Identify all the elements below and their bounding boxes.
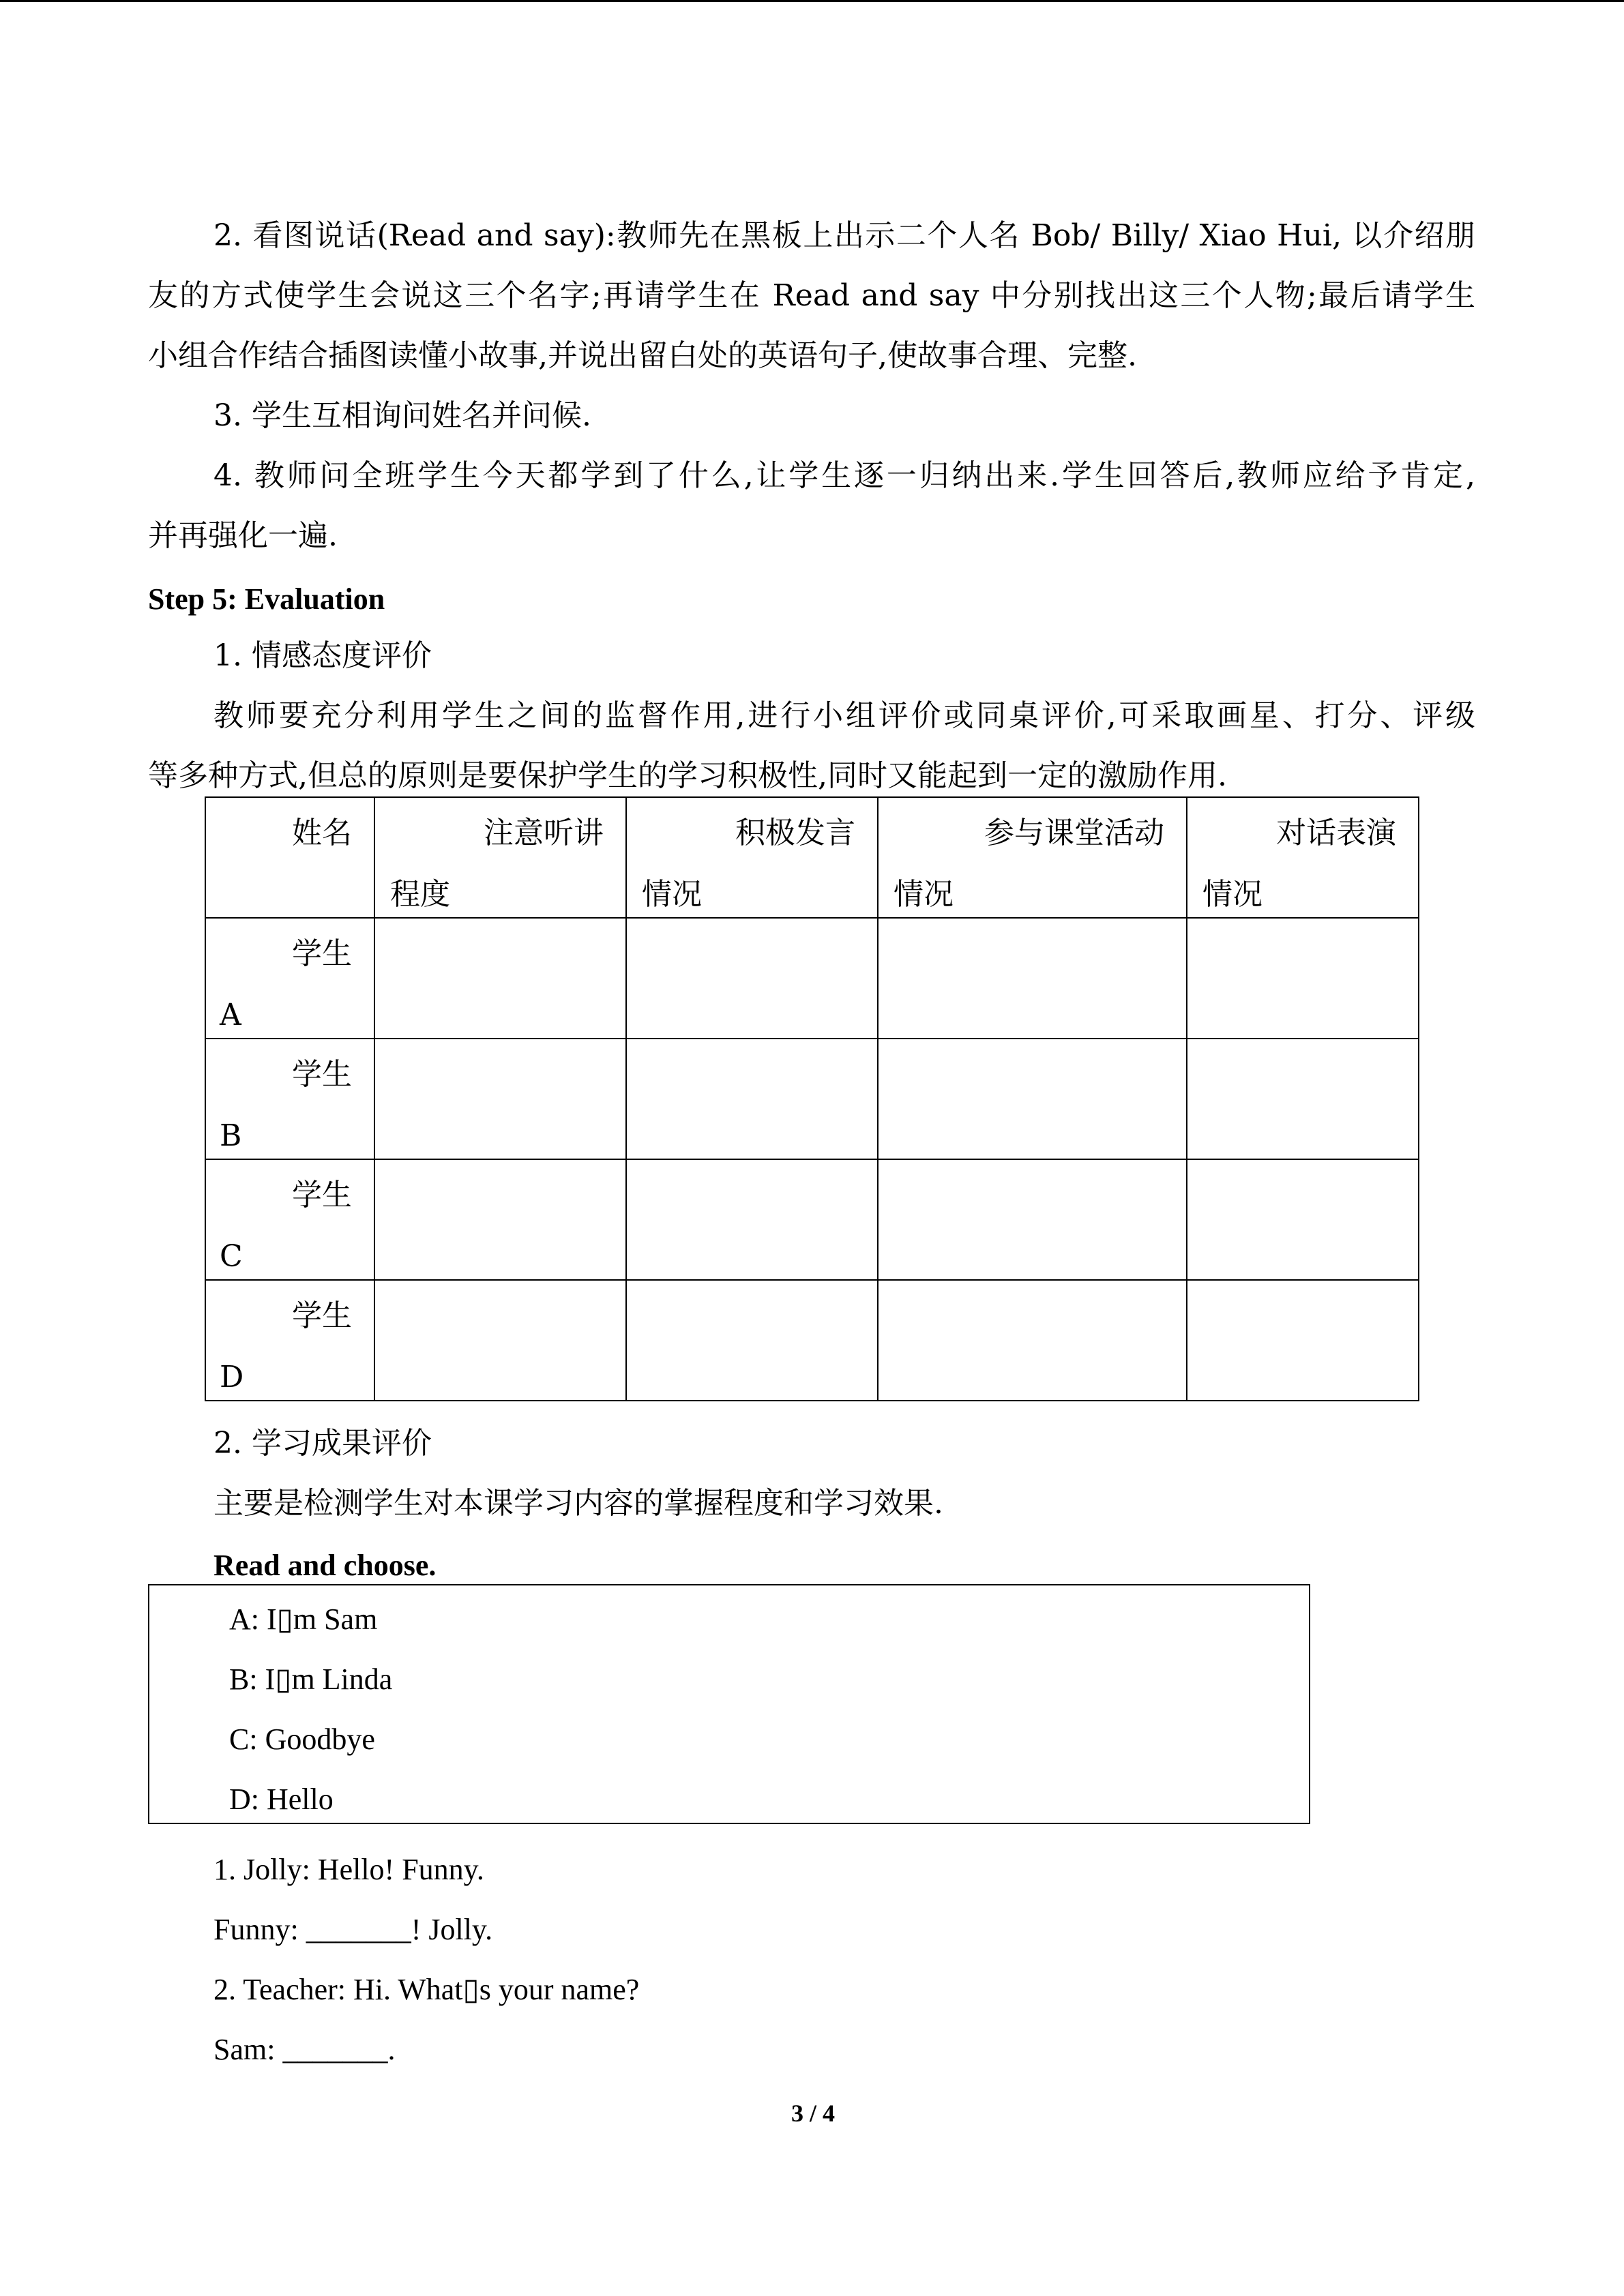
evaluation-table <box>205 796 1419 1401</box>
empty-cell <box>1187 918 1419 1039</box>
table-header-row <box>205 797 1419 918</box>
choice-a: A: I▯m Sam <box>229 1602 378 1636</box>
item4-line1: 4. 教师问全班学生今天都学到了什么,让学生逐一归纳出来.学生回答后,教师应给予肯定, <box>213 458 1475 493</box>
step5-heading: Step 5: Evaluation <box>148 582 385 616</box>
choice-d: D: Hello <box>229 1783 334 1816</box>
header-name-label: 姓名 <box>292 816 352 850</box>
student-name-cell <box>205 1039 374 1159</box>
student-label: 学生 <box>292 1178 352 1212</box>
table-header-cell <box>205 797 374 918</box>
table-row <box>205 1280 1419 1401</box>
empty-cell <box>878 1039 1187 1159</box>
empty-cell <box>374 1039 626 1159</box>
table-row <box>205 1039 1419 1159</box>
item2-line2: 友的方式使学生会说这三个名字;再请学生在 Read and say 中分别找出这三个人物;最后请学生 <box>148 278 1475 313</box>
empty-cell <box>878 1159 1187 1280</box>
student-label: 学生 <box>292 936 352 971</box>
table-row <box>205 1159 1419 1280</box>
empty-cell <box>878 918 1187 1039</box>
table-header-cell <box>1187 797 1419 918</box>
header-dialogue-line2: 情况 <box>1202 877 1263 912</box>
step5-sub1: 1. 情感态度评价 <box>213 638 432 673</box>
table-row <box>205 918 1419 1039</box>
header-speaking-line1: 积极发言 <box>735 816 855 850</box>
question1-line2: Funny: _______! Jolly. <box>213 1913 493 1946</box>
page-number: 3 / 4 <box>791 2100 836 2127</box>
empty-cell <box>878 1280 1187 1401</box>
empty-cell <box>626 918 878 1039</box>
step5-para-line1: 教师要充分利用学生之间的监督作用,进行小组评价或同桌评价,可采取画星、打分、评级 <box>213 698 1475 733</box>
empty-cell <box>374 1159 626 1280</box>
item3: 3. 学生互相询问姓名并问候. <box>213 398 591 433</box>
step5-para-line2: 等多种方式,但总的原则是要保护学生的学习积极性,同时又能起到一定的激励作用. <box>148 758 1227 793</box>
header-dialogue-line1: 对话表演 <box>1276 816 1396 850</box>
empty-cell <box>1187 1039 1419 1159</box>
choice-b: B: I▯m Linda <box>229 1663 393 1696</box>
empty-cell <box>374 1280 626 1401</box>
header-speaking-line2: 情况 <box>642 877 702 912</box>
empty-cell <box>626 1039 878 1159</box>
table-header-cell <box>626 797 878 918</box>
choices-box <box>148 1584 1310 1824</box>
empty-cell <box>1187 1280 1419 1401</box>
item4-line2: 并再强化一遍. <box>148 518 338 553</box>
student-label: 学生 <box>292 1057 352 1092</box>
item2-line3: 小组合作结合插图读懂小故事,并说出留白处的英语句子,使故事合理、完整. <box>148 338 1137 373</box>
table-header-cell <box>878 797 1187 918</box>
choice-c: C: Goodbye <box>229 1723 375 1756</box>
student-name-cell <box>205 1159 374 1280</box>
header-activity-line2: 情况 <box>894 877 954 912</box>
top-border-line <box>0 0 1624 2</box>
results-desc: 主要是检测学生对本课学习内容的掌握程度和学习效果. <box>213 1486 943 1521</box>
empty-cell <box>374 918 626 1039</box>
question2-line2: Sam: _______. <box>213 2033 396 2066</box>
header-activity-line1: 参与课堂活动 <box>984 816 1164 850</box>
empty-cell <box>626 1159 878 1280</box>
question2-line1: 2. Teacher: Hi. What▯s your name? <box>213 1973 640 2006</box>
student-letter: A <box>220 998 241 1032</box>
student-name-cell <box>205 918 374 1039</box>
empty-cell <box>626 1280 878 1401</box>
empty-cell <box>1187 1159 1419 1280</box>
header-attention-line1: 注意听讲 <box>484 816 604 850</box>
exercise-title: Read and choose. <box>213 1549 437 1582</box>
student-letter: D <box>220 1360 244 1395</box>
student-letter: B <box>220 1118 242 1153</box>
table-header-cell <box>374 797 626 918</box>
student-letter: C <box>220 1239 243 1274</box>
results-sub2: 2. 学习成果评价 <box>213 1426 432 1461</box>
student-name-cell <box>205 1280 374 1401</box>
question1-line1: 1. Jolly: Hello! Funny. <box>213 1853 484 1886</box>
header-attention-line2: 程度 <box>390 877 450 912</box>
item2-line1: 2. 看图说话(Read and say):教师先在黑板上出示二个人名 Bob/ Billy/ Xiao Hui, 以介绍朋 <box>213 218 1475 253</box>
student-label: 学生 <box>292 1298 352 1333</box>
